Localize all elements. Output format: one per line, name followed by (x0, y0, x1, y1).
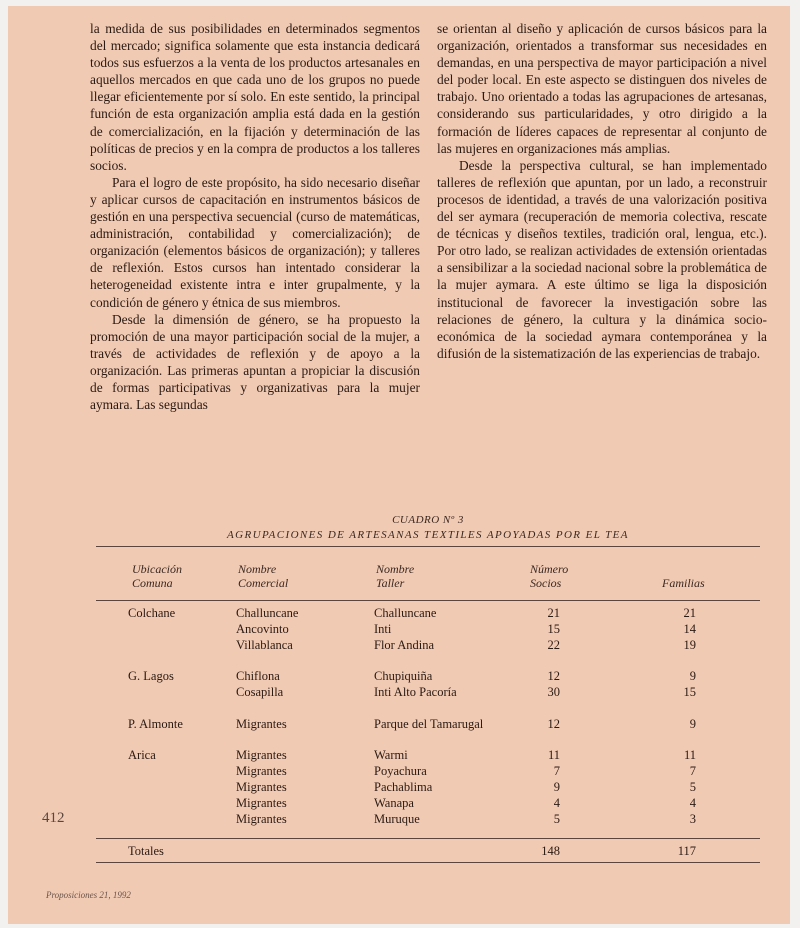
cell-nombre-comercial: Cosapilla (236, 685, 284, 699)
header-nombre-taller: Nombre Taller (376, 562, 415, 590)
cell-familias: 9 (689, 717, 696, 731)
cell-nombre-comercial: Migrantes (236, 717, 287, 731)
page-number: 412 (42, 810, 65, 826)
header-ubicacion: Ubicación Comuna (132, 562, 182, 590)
header-familias: Familias (662, 576, 705, 590)
cell-familias: 3 (689, 812, 696, 826)
cell-nombre-taller: Challuncane (374, 606, 437, 620)
totals-familias: 117 (677, 844, 696, 858)
cell-nombre-taller: Inti Alto Pacoría (374, 685, 457, 699)
paragraph: Desde la perspectiva cultural, se han implementado talleres de reflexión que apuntan, por un lado, a reconstruir procesos de identidad, a través de una valorización positiva del ser aymara (recuperación de memoria colectiva, rescate de técnicas y diseños textiles, tradición oral, lengua, etc.). Por otro lado, se realizan actividades de extensión orientadas a sensibilizar a la sociedad nacional sobre la problemática de la mujer aymara. A este último se liga la disposición institucional de favorecer la investigación sobre las relaciones de género, la cultura y la dinámica socio-económica de la sociedad aymara contemporánea y la difusión de la sistematización de las experiencias de trabajo. (437, 157, 767, 361)
cell-nombre-comercial: Migrantes (236, 796, 287, 810)
table-top-rule (96, 546, 760, 547)
cell-nombre-comercial: Migrantes (236, 748, 287, 762)
header-nombre-comercial: Nombre Comercial (238, 562, 289, 590)
scanned-page (8, 6, 790, 924)
paragraph: se orientan al diseño y aplicación de cursos básicos para la organización, orientados a transformar sus necesidades en demandas, en una perspectiva de mayor participación a nivel del poder local. En este aspecto se distinguen dos niveles de trabajo. Uno orientado a todas las agrupaciones de artesanas, considerando sus particularidades, y otro dirigido a la formación de líderes capaces de representar al conjunto de las mujeres en organizaciones más amplias. (437, 21, 767, 156)
cell-nombre-taller: Poyachura (374, 764, 427, 778)
cell-nombre-taller: Flor Andina (374, 638, 435, 652)
table-subtitle: AGRUPACIONES DE ARTESANAS TEXTILES APOYADAS POR EL TEA (227, 529, 629, 541)
cell-socios: 30 (547, 685, 560, 699)
cell-familias: 4 (689, 796, 696, 810)
cell-nombre-taller: Muruque (374, 812, 420, 826)
cell-familias: 14 (683, 622, 696, 636)
cell-nombre-comercial: Ancovinto (236, 622, 289, 636)
cell-nombre-taller: Warmi (374, 748, 408, 762)
paragraph: la medida de sus posibilidades en determinados segmentos del mercado; significa solamente que esta instancia dedicará todos sus esfuerzos a la venta de los productos artesanales en aquellos mercados en que cada uno de los grupos no puede llegar eficientemente por sí solo. En este sentido, la principal función de esta organización amplia está dada en la gestión de comercialización, en la fijación y determinación de las políticas de precios y en la compra de productos a los talleres socios. (90, 21, 420, 173)
cell-nombre-taller: Inti (374, 622, 392, 636)
cell-nombre-taller: Parque del Tamarugal (374, 717, 484, 731)
totals-socios: 148 (541, 844, 560, 858)
cell-familias: 5 (689, 780, 696, 794)
left-text-column (90, 20, 420, 413)
cell-familias: 21 (683, 606, 696, 620)
table-bottom-rule (96, 862, 760, 863)
paragraph: Para el logro de este propósito, ha sido necesario diseñar y aplicar cursos de capacitación en instrumentos básicos de gestión en una perspectiva secuencial (curso de matemáticas, administración, contabilidad y comercialización); de organización (elementos básicos de organización); y talleres de reflexión. Estos cursos han intentado considerar la heterogeneidad existente intra e inter grupalmente, y la condición de género y étnica de sus miembros. (90, 174, 420, 310)
footer-source: Proposiciones 21, 1992 (46, 890, 131, 900)
cell-nombre-comercial: Villablanca (236, 638, 293, 652)
cell-socios: 22 (547, 638, 560, 652)
cell-nombre-comercial: Chiflona (236, 669, 280, 683)
cell-nombre-comercial: Challuncane (236, 606, 299, 620)
cell-socios: 12 (547, 669, 560, 683)
cell-ubicacion: P. Almonte (128, 717, 183, 731)
cell-familias: 7 (689, 764, 696, 778)
cell-socios: 12 (547, 717, 560, 731)
totals-label: Totales (128, 844, 164, 858)
cell-socios: 4 (553, 796, 560, 810)
cell-familias: 9 (689, 669, 696, 683)
cell-socios: 21 (547, 606, 560, 620)
paragraph: Desde la dimensión de género, se ha propuesto la promoción de una mayor participación social de la mujer, a través de actividades de reflexión y de apoyo a la organización. Las primeras apuntan a propiciar la discusión de formas participativas y organizativas para la mujer aymara. Las segundas (90, 311, 420, 413)
right-text-column (437, 20, 767, 362)
cell-socios: 9 (553, 780, 560, 794)
cell-socios: 11 (547, 748, 560, 762)
cell-socios: 15 (547, 622, 560, 636)
cell-ubicacion: G. Lagos (128, 669, 174, 683)
cell-nombre-comercial: Migrantes (236, 780, 287, 794)
table-totals-rule (96, 838, 760, 839)
cell-familias: 11 (683, 748, 696, 762)
cell-ubicacion: Arica (128, 748, 156, 762)
header-socios: Número Socios (530, 562, 569, 590)
cell-nombre-taller: Pachablima (374, 780, 433, 794)
cell-nombre-taller: Wanapa (374, 796, 414, 810)
cell-socios: 5 (553, 812, 560, 826)
cell-nombre-comercial: Migrantes (236, 812, 287, 826)
cell-nombre-comercial: Migrantes (236, 764, 287, 778)
table-title: CUADRO Nº 3 (392, 514, 464, 526)
cell-ubicacion: Colchane (128, 606, 176, 620)
table-header-rule (96, 600, 760, 601)
cell-familias: 19 (683, 638, 696, 652)
cell-socios: 7 (553, 764, 560, 778)
cell-nombre-taller: Chupiquiña (374, 669, 433, 683)
cell-familias: 15 (683, 685, 696, 699)
